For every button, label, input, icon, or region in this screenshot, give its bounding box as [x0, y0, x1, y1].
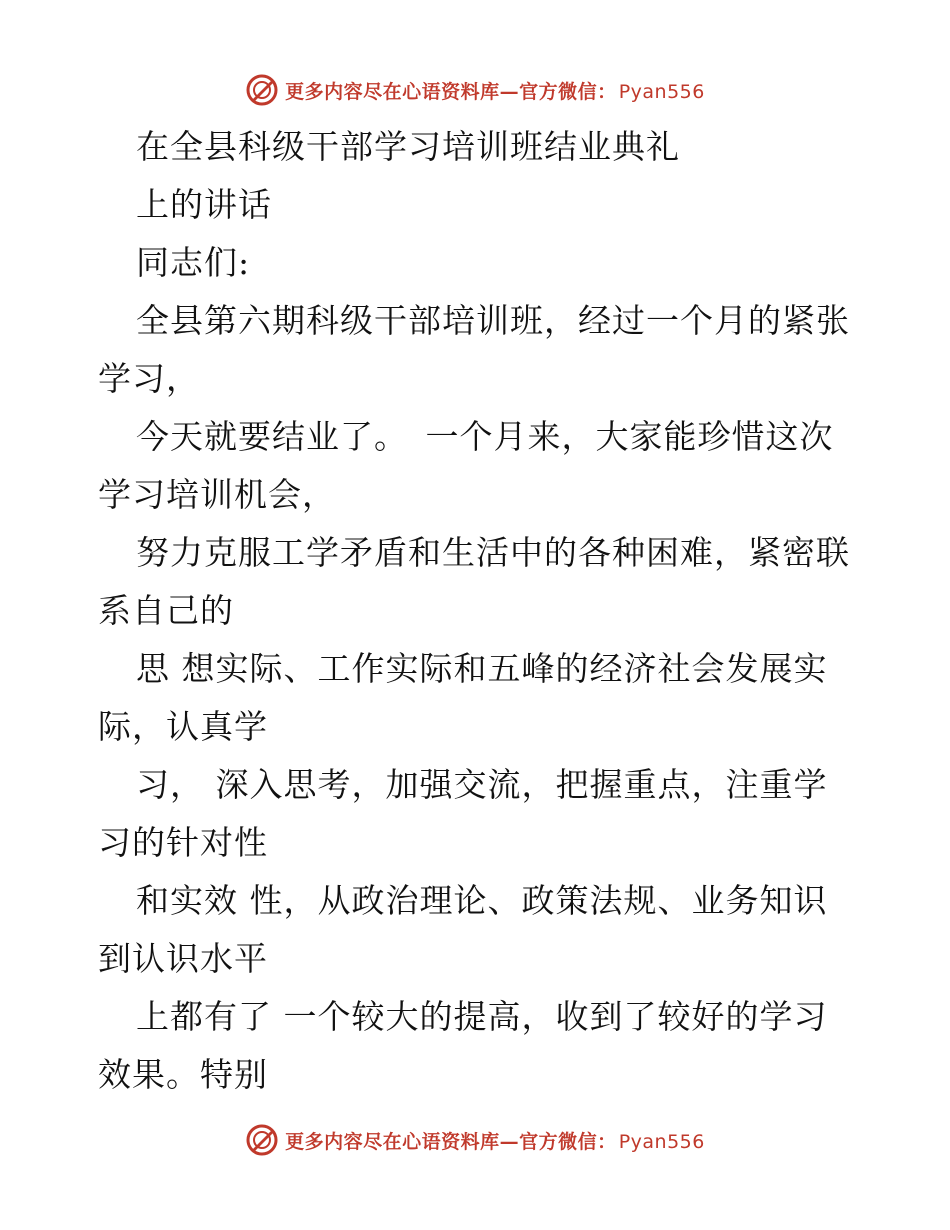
- pen-circle-logo-icon: [245, 73, 279, 107]
- watermark-text: 更多内容尽在心语资料库—官方微信： Pyan556: [285, 1130, 705, 1153]
- paragraph-line: 今天就要结业了。 一个月来，大家能珍惜这次: [136, 417, 834, 456]
- paragraph-line: 效果。特别: [98, 1055, 268, 1094]
- paragraph-line: 学习培训机会，: [98, 475, 336, 514]
- paragraph-line: 努力克服工学矛盾和生活中的各种困难，紧密联: [136, 533, 850, 572]
- salutation: 同志们:: [136, 243, 251, 282]
- header-watermark-banner: [0, 70, 950, 110]
- paragraph-line: 系自己的: [98, 591, 234, 630]
- title-line-2: 上的讲话: [136, 185, 272, 224]
- watermark-text: 更多内容尽在心语资料库—官方微信： Pyan556: [285, 80, 705, 103]
- paragraph-line: 学习，: [98, 359, 200, 398]
- paragraph-line: 思 想实际、工作实际和五峰的经济社会发展实: [136, 649, 828, 688]
- paragraph-line: 上都有了 一个较大的提高，收到了较好的学习: [136, 997, 828, 1036]
- paragraph-line: 习的针对性: [98, 823, 268, 862]
- paragraph-line: 到认识水平: [98, 939, 268, 978]
- paragraph-line: 和实效 性，从政治理论、政策法规、业务知识: [136, 881, 828, 920]
- pen-circle-logo-icon: [245, 1123, 279, 1157]
- footer-watermark-banner: [0, 1120, 950, 1160]
- paragraph-line: 习， 深入思考，加强交流，把握重点，注重学: [136, 765, 828, 804]
- paragraph-line: 全县第六期科级干部培训班，经过一个月的紧张: [136, 301, 850, 340]
- paragraph-line: 际，认真学: [98, 707, 268, 746]
- document-body: [98, 118, 858, 1104]
- title-line-1: 在全县科级干部学习培训班结业典礼: [136, 127, 680, 166]
